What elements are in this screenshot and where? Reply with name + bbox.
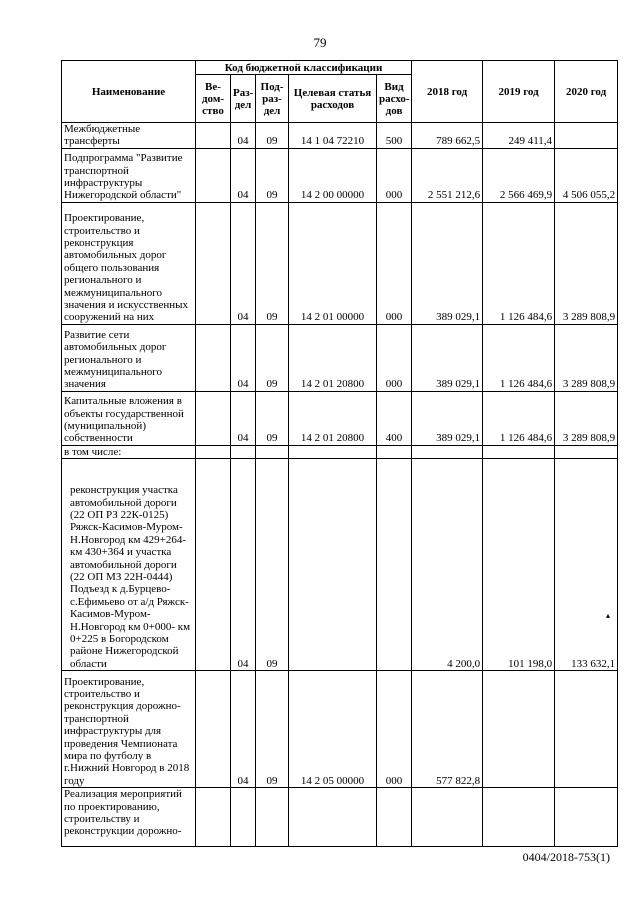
row-2019: 101 198,0	[483, 459, 555, 671]
table-row	[62, 445, 618, 458]
row-podrazdel: 09	[256, 671, 289, 788]
row-2019: 1 126 484,6	[483, 202, 555, 324]
row-podrazdel: 09	[256, 324, 289, 391]
row-2020	[555, 671, 618, 788]
row-2019	[483, 445, 555, 458]
row-name: Реализация мероприятий по проектированию, строительству и реконструкции дорожно-	[62, 788, 196, 847]
row-target: 14 2 01 20800	[289, 324, 377, 391]
row-2018: 389 029,1	[412, 391, 483, 445]
row-target	[289, 445, 377, 458]
row-2018: 4 200,0	[412, 459, 483, 671]
row-podrazdel: 09	[256, 148, 289, 202]
row-target: 14 1 04 72210	[289, 123, 377, 149]
table-row	[62, 148, 618, 202]
row-target: 14 2 00 00000	[289, 148, 377, 202]
row-vedomstvo	[196, 445, 231, 458]
row-2019	[483, 671, 555, 788]
row-razdel: 04	[231, 391, 256, 445]
row-2019: 1 126 484,6	[483, 324, 555, 391]
row-2020: 4 506 055,2	[555, 148, 618, 202]
row-podrazdel: 09	[256, 123, 289, 149]
row-vid: 500	[377, 123, 412, 149]
row-vedomstvo	[196, 671, 231, 788]
header-podrazdel: Под-раз-дел	[256, 75, 289, 123]
row-vedomstvo	[196, 788, 231, 847]
table-row	[62, 459, 618, 671]
row-2018: 577 822,8	[412, 671, 483, 788]
row-2018	[412, 788, 483, 847]
row-vid: 000	[377, 148, 412, 202]
row-2019: 249 411,4	[483, 123, 555, 149]
row-podrazdel: 09	[256, 391, 289, 445]
row-vid	[377, 445, 412, 458]
row-name	[62, 459, 196, 671]
row-razdel	[231, 445, 256, 458]
row-razdel: 04	[231, 123, 256, 149]
header-2020: 2020 год	[555, 61, 618, 123]
row-vedomstvo	[196, 459, 231, 671]
row-2018: 389 029,1	[412, 202, 483, 324]
row-2019	[483, 788, 555, 847]
row-name: Развитие сети автомобильных дорог регионального и межмуниципального значения	[62, 324, 196, 391]
row-name: Межбюджетные трансферты	[62, 123, 196, 149]
row-2020: 3 289 808,9	[555, 202, 618, 324]
page-number: 79	[313, 35, 327, 50]
row-vid: 400	[377, 391, 412, 445]
row-name: Проектирование, строительство и реконструкция дорожно-транспортной инфраструктуры для проведения Чемпионата мира по футболу в г.Нижний Новгород в 2018 году	[62, 671, 196, 788]
header-2019: 2019 год	[483, 61, 555, 123]
table-row	[62, 788, 618, 847]
row-podrazdel: 09	[256, 459, 289, 671]
row-2020	[555, 123, 618, 149]
row-target: 14 2 05 00000	[289, 671, 377, 788]
header-vedomstvo: Ве-дом-ство	[196, 75, 231, 123]
row-vedomstvo	[196, 202, 231, 324]
table-row	[62, 123, 618, 149]
scan-speck: ▴	[606, 611, 611, 620]
table-row	[62, 391, 618, 445]
row-razdel: 04	[231, 202, 256, 324]
header-vid: Вид расхо-дов	[377, 75, 412, 123]
row-podrazdel: 09	[256, 202, 289, 324]
row-2018: 389 029,1	[412, 324, 483, 391]
budget-table	[61, 60, 618, 847]
header-2018: 2018 год	[412, 61, 483, 123]
row-2020	[555, 445, 618, 458]
header-razdel: Раз-дел	[231, 75, 256, 123]
row-razdel: 04	[231, 324, 256, 391]
row-name: Подпрограмма "Развитие транспортной инфраструктуры Нижегородской области"	[62, 148, 196, 202]
row-vedomstvo	[196, 391, 231, 445]
row-vid	[377, 459, 412, 671]
row-name: в том числе:	[62, 445, 196, 458]
row-2020	[555, 788, 618, 847]
row-target	[289, 459, 377, 671]
table-row	[62, 671, 618, 788]
row-vid: 000	[377, 671, 412, 788]
row-vid: 000	[377, 202, 412, 324]
row-2018	[412, 445, 483, 458]
row-razdel: 04	[231, 148, 256, 202]
row-2019: 2 566 469,9	[483, 148, 555, 202]
row-vedomstvo	[196, 324, 231, 391]
document-code: 0404/2018-753(1)	[522, 850, 610, 864]
row-podrazdel	[256, 788, 289, 847]
row-vedomstvo	[196, 123, 231, 149]
row-razdel	[231, 788, 256, 847]
table-row	[62, 202, 618, 324]
row-target: 14 2 01 00000	[289, 202, 377, 324]
header-code-group: Код бюджетной классификации	[196, 61, 412, 75]
row-vid: 000	[377, 324, 412, 391]
row-2018: 789 662,5	[412, 123, 483, 149]
row-2020: 3 289 808,9	[555, 391, 618, 445]
header-target: Целевая статья расходов	[289, 75, 377, 123]
row-2020: 3 289 808,9	[555, 324, 618, 391]
table-row	[62, 324, 618, 391]
row-podrazdel	[256, 445, 289, 458]
row-2019: 1 126 484,6	[483, 391, 555, 445]
row-2018: 2 551 212,6	[412, 148, 483, 202]
header-name: Наименование	[62, 61, 196, 123]
row-vedomstvo	[196, 148, 231, 202]
row-vid	[377, 788, 412, 847]
row-name: Проектирование, строительство и реконструкция автомобильных дорог общего пользования регионального и межмуниципального значения и искусственных сооружений на них	[62, 202, 196, 324]
row-name: Капитальные вложения в объекты государственной (муниципальной) собственности	[62, 391, 196, 445]
row-name-text: реконструкция участка автомобильной дороги (22 ОП РЗ 22К-0125) Ряжск-Касимов-Муром-Н.Новгород км 429+264-км 430+364 и участка автомобильной дороги (22 ОП МЗ 22Н-0444) Подъезд к д.Бурцево-с.Ефимьево от а/д Ряжск-Касимов-Муром-Н.Новгород км 0+000- км 0+225 в Богородском районе Нижегородской области	[70, 484, 191, 670]
row-target: 14 2 01 20800	[289, 391, 377, 445]
row-target	[289, 788, 377, 847]
row-razdel: 04	[231, 671, 256, 788]
row-2020: 133 632,1	[555, 459, 618, 671]
row-razdel: 04	[231, 459, 256, 671]
